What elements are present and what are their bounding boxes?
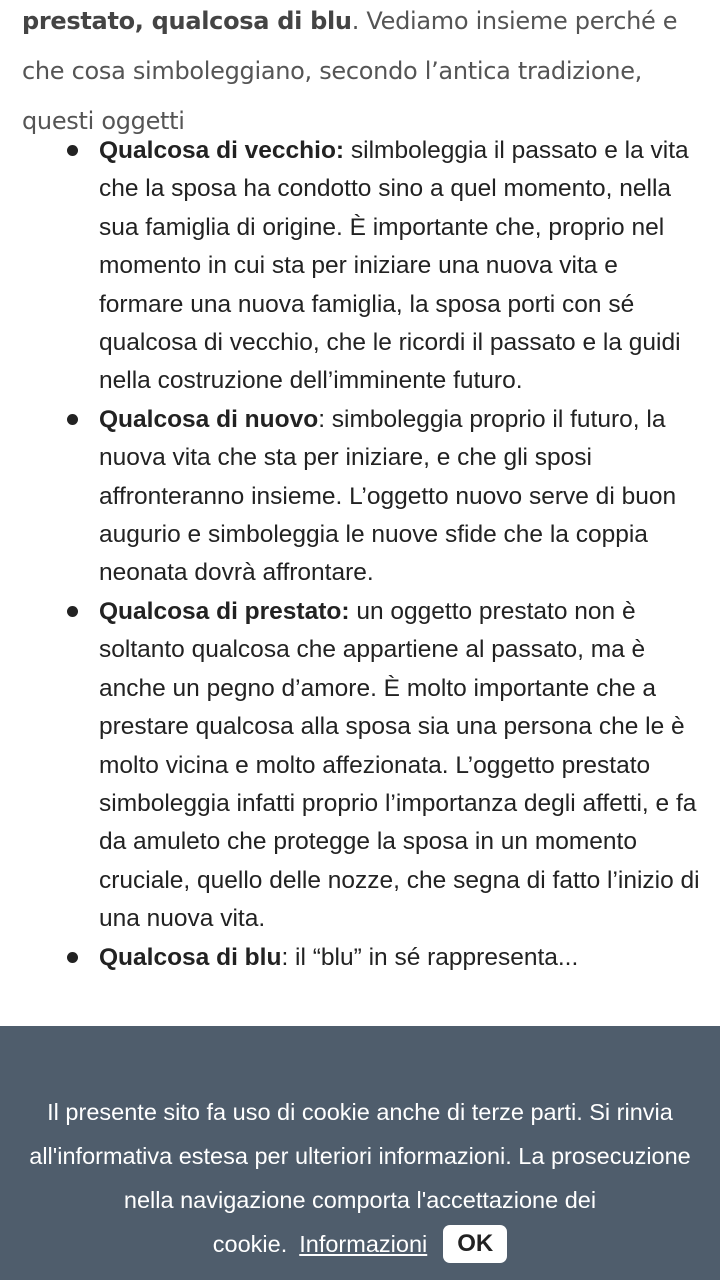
list-item-text: un oggetto prestato non è soltanto qualcosa che appartiene al passato, ma è anche un pegno d’amore. È molto importante che a prestare qualcosa alla sposa sia una persona che le è molto vicina e molto affezionata. L’oggetto prestato simboleggia infatti proprio l’importanza degli affetti, e fa da amuleto che protegge la sposa in un momento cruciale, quello delle nozze, che segna di fatto l’inizio di una nuova vita. <box>99 597 700 933</box>
intro-text: . Vediamo insieme perché e che cosa simboleggiano, secondo l’antica tradizione, questi oggetti <box>22 7 678 135</box>
cookie-message: Il presente sito fa uso di cookie anche di terze parti. Si rinvia all'informativa estesa per ulteriori informazioni. La prosecuzione nella navigazione comporta l'accettazione dei cookie. <box>29 1099 691 1257</box>
cookie-banner <box>0 1026 720 1280</box>
list-item-text: silmboleggia il passato e la vita che la sposa ha condotto sino a quel momento, nella sua famiglia di origine. È importante che, proprio nel momento in cui sta per iniziare una nuova vita e formare una nuova famiglia, la sposa porti con sé qualcosa di vecchio, che le ricordi il passato e la guidi nella costruzione dell’imminente futuro. <box>99 137 689 395</box>
bullet-dot <box>67 606 78 617</box>
cookie-info-link[interactable]: Informazioni <box>299 1231 428 1257</box>
bullet-dot <box>67 952 78 963</box>
symbol-list <box>0 132 720 977</box>
list-item-prestato <box>0 593 720 939</box>
cookie-ok-button[interactable]: OK <box>443 1225 507 1263</box>
list-item-label: Qualcosa di nuovo <box>99 405 319 433</box>
cookie-message-block <box>18 1090 702 1266</box>
list-item-label: Qualcosa di vecchio: <box>99 137 345 164</box>
list-item-blu <box>0 939 720 977</box>
list-item-text: : il “blu” in sé rappresenta... <box>281 943 579 971</box>
list-item-label: Qualcosa di prestato: <box>99 597 350 625</box>
bullet-dot <box>67 414 78 425</box>
intro-bold-text: prestato, qualcosa di blu <box>22 7 352 35</box>
bullet-dot <box>67 145 78 156</box>
list-item-nuovo <box>0 401 720 593</box>
list-item-label: Qualcosa di blu <box>99 943 282 971</box>
list-item-text: : simboleggia proprio il futuro, la nuova vita che sta per iniziare, e che gli sposi affronteranno insieme. L’oggetto nuovo serve di buon augurio e simboleggia le nuove sfide che la coppia neonata dovrà affrontare. <box>99 405 677 587</box>
intro-paragraph <box>22 0 702 146</box>
list-item-vecchio <box>0 132 720 401</box>
